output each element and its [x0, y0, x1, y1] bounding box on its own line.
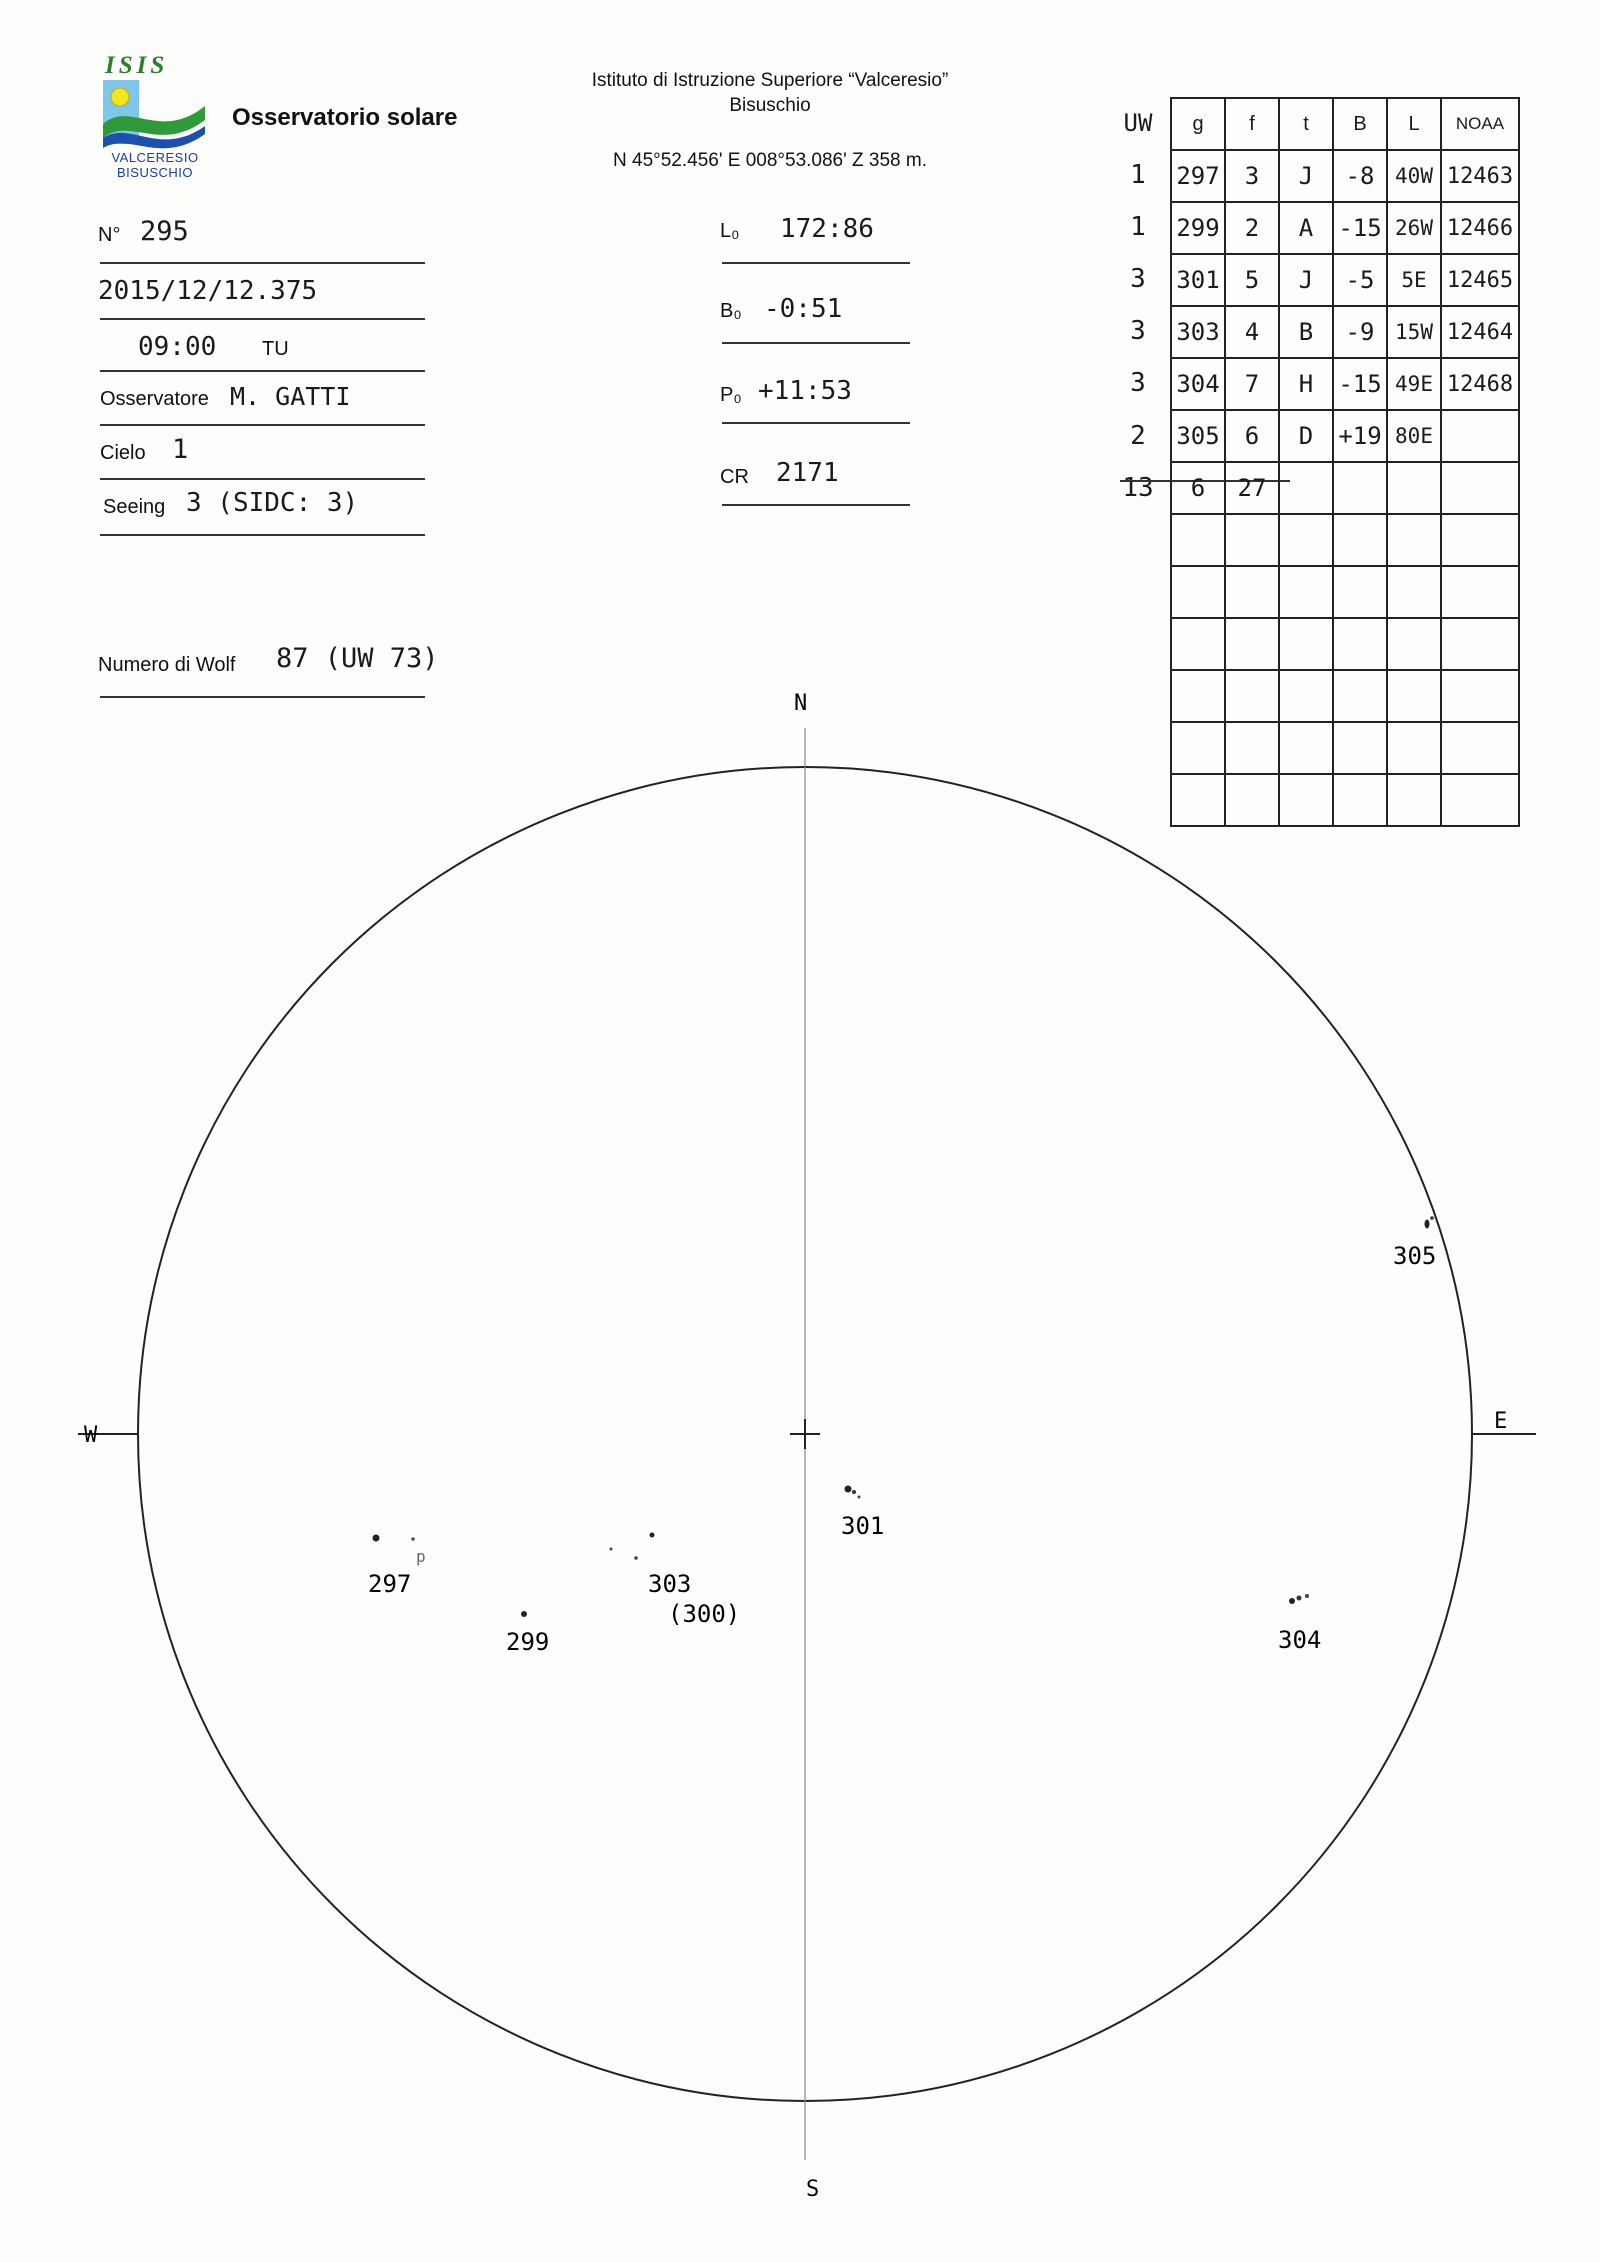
- observation-time: 09:00: [138, 332, 217, 362]
- column-header: L: [1387, 98, 1441, 150]
- sunspot: [373, 1535, 380, 1542]
- observation-number: 295: [140, 216, 189, 247]
- column-header: g: [1171, 98, 1225, 150]
- cell-type: D: [1279, 410, 1333, 462]
- wolf-label: Numero di Wolf: [98, 654, 236, 676]
- logo-name-text: VALCERESIO: [111, 150, 199, 165]
- seeing-value: 3 (SIDC: 3): [186, 488, 359, 518]
- cell-long: 80E: [1387, 410, 1441, 462]
- observation-date: 2015/12/12.375: [98, 276, 318, 306]
- group-301-label: 301: [841, 1512, 885, 1540]
- b0-value: -0:51: [764, 294, 843, 324]
- uw-cell: 3: [1130, 264, 1146, 295]
- sky-label: Cielo: [100, 442, 146, 464]
- column-header: f: [1225, 98, 1279, 150]
- sunspot: [1425, 1220, 1430, 1229]
- sunspot: [1430, 1216, 1434, 1220]
- uw-cell: 2: [1130, 420, 1146, 451]
- total-f: 27: [1225, 462, 1279, 514]
- column-header: B: [1333, 98, 1387, 150]
- group-303-label: 303: [648, 1570, 692, 1598]
- wolf-number: 87 (UW 73): [276, 643, 439, 674]
- north-label: N: [794, 691, 808, 716]
- cell-type: H: [1279, 358, 1333, 410]
- group-299-label: 299: [506, 1628, 550, 1656]
- p0-label: P₀: [720, 384, 742, 406]
- cell-f: 2: [1225, 202, 1279, 254]
- cell-noaa: 12466: [1441, 202, 1519, 254]
- cell-f: 3: [1225, 150, 1279, 202]
- p0-value: +11:53: [758, 376, 852, 406]
- column-header: NOAA: [1441, 98, 1519, 150]
- cell-group: 301: [1171, 254, 1225, 306]
- logo-wordmark: ISIS: [105, 52, 169, 79]
- cell-type: J: [1279, 150, 1333, 202]
- cell-group: 303: [1171, 306, 1225, 358]
- spot-annotation: p: [416, 1547, 426, 1566]
- observer-name: M. GATTI: [230, 382, 351, 411]
- sunspot: [1305, 1594, 1309, 1598]
- time-unit: TU: [262, 338, 289, 360]
- cell-lat: -9: [1333, 306, 1387, 358]
- sunspot: [845, 1486, 852, 1493]
- cell-noaa: 12465: [1441, 254, 1519, 306]
- uw-cell: 1: [1130, 212, 1146, 243]
- group-305-label: 305: [1393, 1242, 1437, 1270]
- sunspot: [411, 1537, 415, 1541]
- cell-type: B: [1279, 306, 1333, 358]
- column-header: t: [1279, 98, 1333, 150]
- sunspot: [634, 1556, 638, 1560]
- cell-f: 5: [1225, 254, 1279, 306]
- sunspot: [1289, 1598, 1295, 1604]
- number-label: N°: [98, 224, 121, 246]
- cell-type: A: [1279, 202, 1333, 254]
- uw-cell: 3: [1130, 316, 1146, 347]
- uw-cell: 3: [1130, 368, 1146, 399]
- uw-total: 13: [1122, 472, 1154, 503]
- cell-lat: -15: [1333, 358, 1387, 410]
- sky-value: 1: [172, 434, 189, 465]
- group-297-label: 297: [368, 1570, 412, 1598]
- cell-noaa: 12464: [1441, 306, 1519, 358]
- sunspot: [650, 1533, 655, 1538]
- logo-town-text: BISUSCHIO: [116, 165, 193, 180]
- cell-long: 26W: [1387, 202, 1441, 254]
- west-label: W: [84, 1423, 98, 1448]
- group-304-label: 304: [1278, 1626, 1322, 1654]
- cell-long: 49E: [1387, 358, 1441, 410]
- institute-town: Bisuschio: [729, 95, 811, 116]
- uw-header: UW: [1123, 109, 1153, 137]
- cell-group: 299: [1171, 202, 1225, 254]
- south-label: S: [806, 2177, 820, 2202]
- cell-group: 304: [1171, 358, 1225, 410]
- total-groups: 6: [1171, 462, 1225, 514]
- cell-lat: -8: [1333, 150, 1387, 202]
- cell-noaa: 12468: [1441, 358, 1519, 410]
- sunspot: [521, 1611, 527, 1617]
- cell-type: J: [1279, 254, 1333, 306]
- b0-label: B₀: [720, 300, 742, 322]
- cell-long: 15W: [1387, 306, 1441, 358]
- sunspot: [1297, 1596, 1302, 1601]
- cr-label: CR: [720, 466, 749, 488]
- uw-cell: 1: [1130, 160, 1146, 191]
- cr-value: 2171: [776, 458, 839, 488]
- l0-value: 172:86: [780, 214, 874, 244]
- observer-label: Osservatore: [100, 388, 209, 410]
- cell-long: 5E: [1387, 254, 1441, 306]
- cell-group: 305: [1171, 410, 1225, 462]
- l0-label: L₀: [720, 220, 740, 242]
- cell-group: 297: [1171, 150, 1225, 202]
- cell-lat: -15: [1333, 202, 1387, 254]
- group-300-label: (300): [668, 1600, 741, 1628]
- cell-f: 6: [1225, 410, 1279, 462]
- observatory-coordinates: N 45°52.456' E 008°53.086' Z 358 m.: [613, 150, 927, 171]
- cell-lat: +19: [1333, 410, 1387, 462]
- cell-noaa: 12463: [1441, 150, 1519, 202]
- cell-long: 40W: [1387, 150, 1441, 202]
- cell-f: 7: [1225, 358, 1279, 410]
- cell-lat: -5: [1333, 254, 1387, 306]
- east-label: E: [1494, 1409, 1508, 1434]
- sunspot: [858, 1496, 861, 1499]
- cell-f: 4: [1225, 306, 1279, 358]
- institute-name: Istituto di Istruzione Superiore “Valceresio”: [591, 70, 949, 91]
- sunspot: [610, 1548, 613, 1551]
- sunspot: [852, 1490, 856, 1494]
- seeing-label: Seeing: [103, 496, 166, 518]
- site-title: Osservatorio solare: [232, 104, 458, 131]
